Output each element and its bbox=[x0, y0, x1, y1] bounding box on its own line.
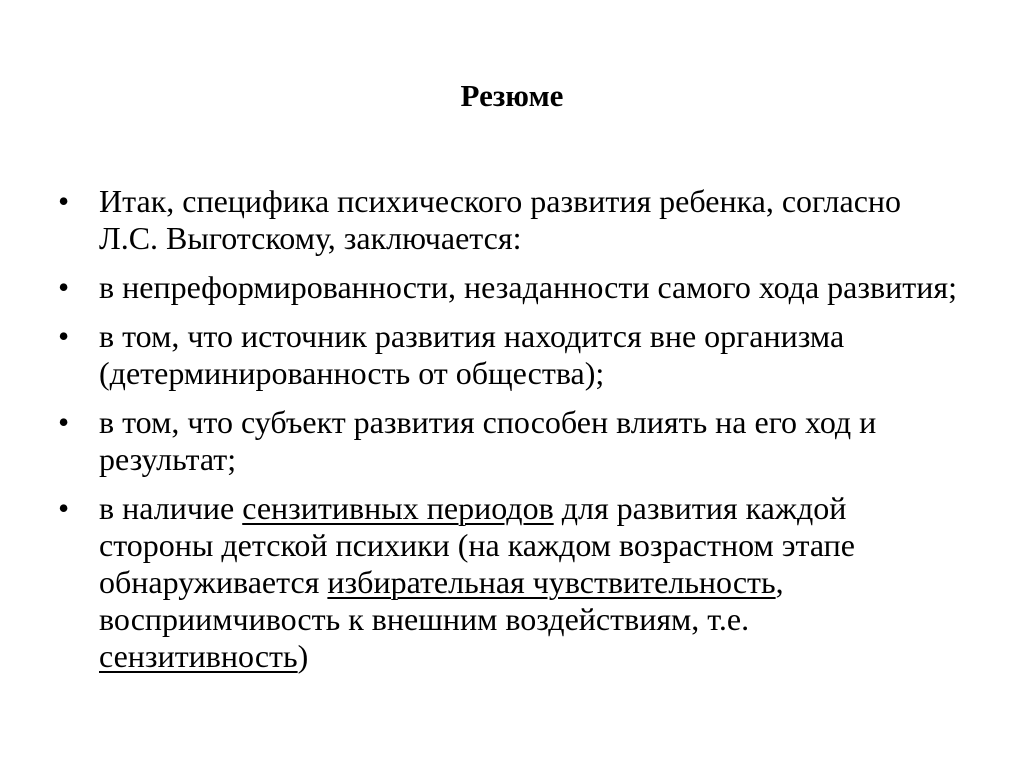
bullet-text-middle: для развития каждой стороны детской психики (на каждом возрастном этапе обнаруживается bbox=[99, 490, 855, 600]
bullet-item-4 bbox=[58, 404, 958, 478]
bullet-text-middle-2: , восприимчивость к внешним воздействиям, т.е. bbox=[99, 564, 784, 637]
bullet-text: в непреформированности, незаданности самого хода развития; bbox=[99, 269, 957, 305]
bullet-item-5 bbox=[58, 490, 958, 675]
bullet-icon: • bbox=[58, 404, 70, 440]
underlined-term-sensitive-periods: сензитивных периодов bbox=[242, 490, 554, 526]
bullet-text: в том, что субъект развития способен влиять на его ход и результат; bbox=[99, 404, 877, 477]
bullet-text: Итак, специфика психического развития ребенка, согласно Л.С. Выготскому, заключается: bbox=[99, 183, 902, 256]
bullet-icon: • bbox=[58, 490, 70, 526]
underlined-term-sensitivity: сензитивность bbox=[99, 638, 298, 674]
underlined-term-selective-sensitivity: избирательная чувствительность bbox=[327, 564, 776, 600]
bullet-text: в том, что источник развития находится вне организма (детерминированность от общества); bbox=[99, 318, 845, 391]
bullet-icon: • bbox=[58, 269, 70, 305]
bullet-list bbox=[58, 183, 958, 687]
bullet-text-prefix: в наличие bbox=[99, 490, 243, 526]
bullet-text-suffix: ) bbox=[297, 638, 309, 674]
bullet-item-1 bbox=[58, 183, 958, 257]
bullet-icon: • bbox=[58, 318, 70, 354]
bullet-item-2 bbox=[58, 269, 958, 306]
bullet-item-3 bbox=[58, 318, 958, 392]
slide-title: Резюме bbox=[460, 78, 564, 113]
bullet-icon: • bbox=[58, 183, 70, 219]
